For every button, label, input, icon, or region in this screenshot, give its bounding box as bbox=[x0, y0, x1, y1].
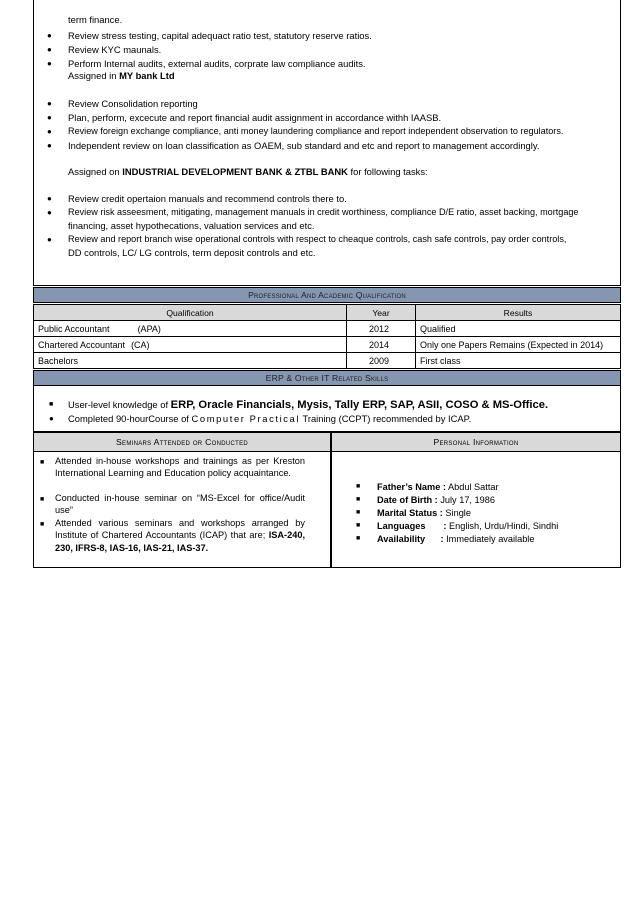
square-bullet-icon: ■ bbox=[356, 522, 361, 529]
qualification-cell: Public Accountant (APA) bbox=[34, 321, 347, 337]
year-cell: 2014 bbox=[347, 337, 416, 353]
square-bullet-icon: ■ bbox=[356, 535, 361, 542]
list-item-continuation: financing, asset hypothecations, valuation services and etc. bbox=[68, 220, 315, 231]
bullet-icon: ● bbox=[47, 113, 52, 122]
square-bullet-icon: ■ bbox=[356, 509, 361, 516]
bullet-icon: ● bbox=[47, 194, 52, 203]
bullet-icon: ● bbox=[47, 235, 52, 244]
bullet-icon: ● bbox=[47, 127, 52, 136]
experience-lead-text: term finance. bbox=[68, 14, 123, 25]
table-row bbox=[34, 321, 621, 337]
year-cell: 2009 bbox=[347, 353, 416, 369]
seminar-item: Conducted in-house seminar on “MS-Excel for office/Audit use” bbox=[55, 493, 305, 516]
personal-info-item: ■ Marital Status : Single bbox=[356, 508, 471, 518]
bullet-icon: ● bbox=[47, 99, 52, 108]
result-cell: First class bbox=[416, 353, 621, 369]
qualification-table bbox=[33, 304, 621, 369]
bullet-icon: ● bbox=[47, 141, 52, 150]
column-header-year: Year bbox=[347, 305, 416, 321]
square-bullet-icon: ■ bbox=[40, 521, 45, 528]
skills-section: ■ User-level knowledge of ERP, Oracle Financials, Mysis, Tally ERP, SAP, ASII, COSO & MS-Office. ● Completed 90-hourCourse of Computer Practical Training (CCPT) recommended by ICAP. bbox=[33, 385, 621, 432]
personal-info-item: ■ Date of Birth : July 17, 1986 bbox=[356, 495, 495, 505]
bullet-icon: ● bbox=[47, 59, 52, 68]
qualification-cell: Bachelors bbox=[34, 353, 347, 369]
seminars-title: Seminars Attended or Conducted bbox=[34, 433, 330, 452]
qualification-section-title: Professional And Academic Qualification bbox=[33, 287, 621, 303]
seminars-column bbox=[33, 432, 331, 568]
bullet-icon: ● bbox=[47, 31, 52, 40]
assigned-bank-line: Assigned on INDUSTRIAL DEVELOPMENT BANK & ZTBL BANK for following tasks: bbox=[68, 166, 428, 177]
seminar-item: Attended various seminars and workshops arranged by Institute of Chartered Accountants (ICAP) that are; ISA-240, 230, IFRS-8, IAS-16, IAS-21, IAS-37. bbox=[55, 518, 305, 553]
seminars-personal-section bbox=[33, 432, 621, 568]
list-item-continuation: DD controls, LC/ LG controls, term deposit controls and etc. bbox=[68, 247, 316, 258]
bullet-icon: ● bbox=[49, 414, 54, 423]
seminar-item: Attended in-house workshops and trainings as per Kreston International Learning and Education policy acquaintance. bbox=[55, 456, 305, 479]
square-bullet-icon: ■ bbox=[49, 401, 54, 408]
personal-info-item: ■ Languages : English, Urdu/Hindi, Sindhi bbox=[356, 521, 559, 531]
bank-name: INDUSTRIAL DEVELOPMENT BANK & ZTBL BANK bbox=[122, 166, 348, 177]
column-header-qualification: Qualification bbox=[34, 305, 347, 321]
square-bullet-icon: ■ bbox=[40, 459, 45, 466]
personal-info-item: ■ Father’s Name : Abdul Sattar bbox=[356, 482, 499, 492]
table-row bbox=[34, 337, 621, 353]
personal-info-column bbox=[331, 432, 621, 568]
table-row bbox=[34, 353, 621, 369]
square-bullet-icon: ■ bbox=[356, 483, 361, 490]
personal-info-title: Personal Information bbox=[332, 433, 620, 452]
square-bullet-icon: ■ bbox=[40, 496, 45, 503]
bank-name: MY bank Ltd bbox=[119, 70, 175, 81]
year-cell: 2012 bbox=[347, 321, 416, 337]
table-header-row bbox=[34, 305, 621, 321]
personal-info-item: ■ Availability : Immediately available bbox=[356, 534, 535, 544]
bullet-icon: ● bbox=[47, 45, 52, 54]
experience-section: term finance. ● Review stress testing, capital adequact ratio test, statutory reserve ratios. ● Review KYC maunals. ● Perform Internal audits, external audits, corprate law compliance audits. Assigned in MY bank Ltd ● Review Consolidation reporting ● Plan, perform, excecute and report financial audit assignment in accordance withh IAASB. ● Review foreign exchange compliance, anti money laundering compliance and report independent observation to regulators. ● Independent review on loan classification as OAEM, sub standard and etc and report to management accordingly. Assigned on INDUSTRIAL DEVELOPMENT BANK & ZTBL BANK for following tasks: ● Review credit opertaion manuals and recommend controls there to. ● Review risk asseesment, mitigating, management manuals in credit worthiness, compliance D/E ratio, asset backing, mortgage financing, asset hypothecations, valuation services and etc. ● Review and report branch wise operational controls with respect to cheaque controls, cash safe controls, pay order controls, DD controls, LC/ LG controls, term deposit controls and etc. bbox=[33, 0, 621, 286]
result-cell: Qualified bbox=[416, 321, 621, 337]
square-bullet-icon: ■ bbox=[356, 496, 361, 503]
qualification-cell: Chartered Accountant (CA) bbox=[34, 337, 347, 353]
bullet-icon: ● bbox=[47, 208, 52, 217]
skills-section-title: ERP & Other IT Related Skills bbox=[33, 370, 621, 386]
assigned-bank-line: Assigned in MY bank Ltd bbox=[68, 70, 175, 81]
column-header-results: Results bbox=[416, 305, 621, 321]
result-cell: Only one Papers Remains (Expected in 2014) bbox=[416, 337, 621, 353]
